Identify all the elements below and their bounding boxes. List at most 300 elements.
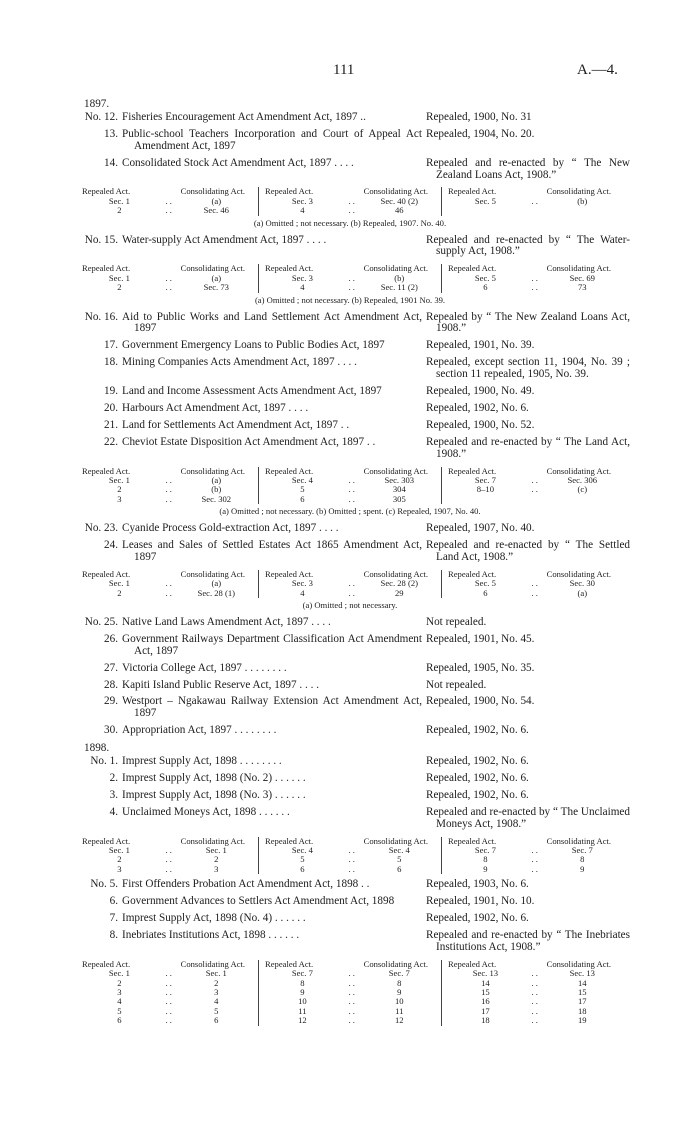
act-number: 8. bbox=[109, 928, 118, 941]
leader-dots: . . bbox=[531, 854, 538, 865]
act-entry bbox=[70, 930, 630, 954]
header-repealed-act: Repealed Act. bbox=[265, 958, 314, 969]
repealed-section: 11 bbox=[298, 1005, 307, 1016]
consolidating-section: Sec. 7 bbox=[388, 968, 410, 979]
repealed-section: Sec. 1 bbox=[108, 578, 130, 589]
act-entry bbox=[70, 680, 630, 692]
consolidating-section: 12 bbox=[394, 1015, 404, 1026]
header-consolidating-act: Consolidating Act. bbox=[180, 465, 246, 476]
header-repealed-act: Repealed Act. bbox=[448, 263, 497, 274]
leader-dots: . . bbox=[348, 195, 355, 206]
act-title: Government Railways Department Classification Act Amendment Act, 1897 bbox=[122, 632, 422, 657]
act-number: 20. bbox=[104, 401, 118, 414]
repealed-section: 14 bbox=[481, 977, 490, 988]
consolidating-section: Sec. 13 bbox=[569, 968, 595, 979]
table-column-group bbox=[258, 187, 441, 215]
page-reference: A.—4. bbox=[577, 62, 618, 78]
act-entry bbox=[70, 158, 630, 182]
act-number: No. 1. bbox=[90, 755, 118, 768]
consolidating-section: 14 bbox=[577, 977, 587, 988]
act-entry bbox=[70, 807, 630, 831]
repealed-section: 12 bbox=[298, 1015, 307, 1026]
repealed-section: 2 bbox=[117, 587, 122, 598]
page-number: 111 bbox=[333, 62, 355, 78]
act-title: Land for Settlements Act Amendment Act, 1897 . . bbox=[122, 418, 350, 431]
act-status: Repealed, 1901, No. 39. bbox=[426, 339, 535, 352]
act-title: Consolidated Stock Act Amendment Act, 1897 . . . . bbox=[122, 156, 354, 169]
header-consolidating-act: Consolidating Act. bbox=[180, 186, 246, 197]
act-status: Repealed and re-enacted by “ The Inebriates Institutions Act, 1908.” bbox=[426, 928, 630, 953]
header-consolidating-act: Consolidating Act. bbox=[180, 835, 246, 846]
repealed-section: 4 bbox=[300, 205, 305, 216]
act-status: Repealed, 1903, No. 6. bbox=[426, 878, 529, 891]
act-status: Repealed, 1900, No. 54. bbox=[426, 695, 535, 708]
act-entry bbox=[70, 913, 630, 925]
act-status: Repealed, 1902, No. 6. bbox=[426, 788, 529, 801]
act-title: Native Land Laws Amendment Act, 1897 . . . . bbox=[122, 615, 331, 628]
act-number: 3. bbox=[109, 788, 118, 801]
act-number: 7. bbox=[109, 912, 118, 925]
header-repealed-act: Repealed Act. bbox=[82, 958, 131, 969]
act-number: 24. bbox=[104, 539, 118, 551]
table-row bbox=[448, 283, 618, 292]
table-row bbox=[82, 1016, 252, 1025]
consolidating-section: 17 bbox=[577, 996, 587, 1007]
table-footnotes: (a) Omitted ; not necessary. bbox=[302, 600, 398, 611]
act-status: Not repealed. bbox=[426, 678, 487, 691]
table-column-group bbox=[76, 837, 258, 875]
repealed-section: Sec. 5 bbox=[474, 578, 496, 589]
act-title: Harbours Act Amendment Act, 1897 . . . . bbox=[122, 401, 309, 414]
act-entry bbox=[70, 340, 630, 352]
header-repealed-act: Repealed Act. bbox=[448, 835, 497, 846]
act-number: 18. bbox=[104, 356, 118, 369]
table-column-group bbox=[441, 837, 624, 875]
act-number: 13. bbox=[104, 127, 118, 140]
consolidating-section: 11 bbox=[395, 1005, 404, 1016]
leader-dots: . . bbox=[165, 474, 172, 485]
leader-dots: . . bbox=[531, 996, 538, 1007]
table-row bbox=[448, 589, 618, 598]
repealed-section: 8 bbox=[483, 854, 488, 865]
consolidation-table bbox=[76, 570, 624, 598]
table-column-group bbox=[441, 570, 624, 598]
consolidating-section: Sec. 11 (2) bbox=[380, 282, 418, 293]
leader-dots: . . bbox=[348, 474, 355, 485]
repealed-section: 17 bbox=[481, 1005, 490, 1016]
table-column-group bbox=[76, 960, 258, 1026]
consolidation-table bbox=[76, 264, 624, 292]
leader-dots: . . bbox=[348, 863, 355, 874]
act-entry bbox=[70, 725, 630, 737]
header-repealed-act: Repealed Act. bbox=[448, 958, 497, 969]
repealed-section: 15 bbox=[481, 987, 490, 997]
table-row bbox=[82, 283, 252, 292]
act-title: Westport – Ngakawau Railway Extension Act Amendment Act, 1897 bbox=[122, 695, 422, 720]
leader-dots: . . bbox=[531, 845, 538, 856]
repealed-section: 5 bbox=[117, 1005, 122, 1016]
leader-dots: . . bbox=[531, 1015, 538, 1026]
consolidating-section: (a) bbox=[211, 272, 222, 283]
leader-dots: . . bbox=[531, 484, 538, 495]
leader-dots: . . bbox=[348, 854, 355, 865]
leader-dots: . . bbox=[531, 987, 538, 997]
repealed-section: 3 bbox=[117, 863, 122, 874]
repealed-section: 3 bbox=[117, 987, 122, 997]
consolidating-section: Sec. 73 bbox=[203, 282, 229, 293]
act-entry bbox=[70, 540, 630, 564]
repealed-section: Sec. 5 bbox=[474, 195, 496, 206]
table-column-group bbox=[441, 264, 624, 292]
leader-dots: . . bbox=[348, 587, 355, 598]
consolidation-table bbox=[76, 187, 624, 215]
leader-dots: . . bbox=[348, 484, 355, 495]
consolidating-section: 2 bbox=[214, 854, 219, 865]
table-row bbox=[82, 206, 252, 215]
act-title: Water-supply Act Amendment Act, 1897 . . . . bbox=[122, 233, 327, 246]
repealed-section: 2 bbox=[117, 282, 122, 293]
consolidating-section: (a) bbox=[211, 578, 222, 589]
table-column-group bbox=[258, 467, 441, 505]
consolidating-section: (a) bbox=[211, 474, 222, 485]
consolidation-table bbox=[76, 467, 624, 505]
leader-dots: . . bbox=[165, 863, 172, 874]
act-status: Repealed, 1902, No. 6. bbox=[426, 755, 529, 768]
repealed-section: Sec. 7 bbox=[474, 845, 496, 856]
leader-dots: . . bbox=[165, 854, 172, 865]
consolidating-section: 304 bbox=[392, 484, 406, 495]
header-repealed-act: Repealed Act. bbox=[265, 186, 314, 197]
leader-dots: . . bbox=[348, 845, 355, 856]
consolidating-section: (b) bbox=[211, 484, 222, 495]
act-title: First Offenders Probation Act Amendment Act, 1898 . . bbox=[122, 878, 370, 891]
act-status: Repealed, 1901, No. 10. bbox=[426, 895, 535, 908]
consolidating-section: Sec. 69 bbox=[569, 272, 595, 283]
table-row bbox=[265, 495, 435, 504]
act-title: Imprest Supply Act, 1898 (No. 4) . . . . . . bbox=[122, 912, 306, 925]
header-consolidating-act: Consolidating Act. bbox=[546, 465, 612, 476]
table-row bbox=[82, 589, 252, 598]
act-entry bbox=[70, 386, 630, 398]
act-number: 19. bbox=[104, 385, 118, 398]
act-title: Mining Companies Acts Amendment Act, 1897 . . . . bbox=[122, 356, 357, 369]
table-column-group bbox=[258, 837, 441, 875]
act-status: Repealed by “ The New Zealand Loans Act, 1908.” bbox=[426, 310, 630, 335]
table-column-group bbox=[258, 264, 441, 292]
header-repealed-act: Repealed Act. bbox=[265, 568, 314, 579]
act-number: 22. bbox=[104, 435, 118, 448]
leader-dots: . . bbox=[165, 845, 172, 856]
consolidating-section: 19 bbox=[577, 1015, 587, 1026]
repealed-section: 2 bbox=[117, 484, 122, 495]
act-title: Inebriates Institutions Act, 1898 . . . . . . bbox=[122, 928, 300, 941]
table-column-group bbox=[76, 187, 258, 215]
act-number: No. 12. bbox=[84, 110, 118, 123]
consolidating-section: (b) bbox=[394, 272, 405, 283]
leader-dots: . . bbox=[165, 996, 172, 1007]
repealed-section: Sec. 1 bbox=[108, 845, 130, 856]
repealed-section: 4 bbox=[300, 587, 305, 598]
table-row bbox=[448, 1016, 618, 1025]
header-consolidating-act: Consolidating Act. bbox=[546, 835, 612, 846]
header-consolidating-act: Consolidating Act. bbox=[546, 958, 612, 969]
table-row bbox=[265, 1016, 435, 1025]
act-number: 2. bbox=[109, 772, 118, 784]
repealed-section: Sec. 5 bbox=[474, 272, 496, 283]
leader-dots: . . bbox=[165, 968, 172, 979]
table-column-group bbox=[441, 467, 624, 505]
header-repealed-act: Repealed Act. bbox=[265, 465, 314, 476]
leader-dots: . . bbox=[348, 493, 355, 504]
consolidating-section: (a) bbox=[211, 195, 222, 206]
act-status: Repealed, 1900, No. 52. bbox=[426, 418, 535, 431]
consolidating-section: Sec. 303 bbox=[384, 474, 415, 485]
act-entry bbox=[70, 357, 630, 381]
leader-dots: . . bbox=[531, 282, 538, 293]
consolidating-section: 6 bbox=[214, 1015, 219, 1026]
repealed-section: Sec. 1 bbox=[108, 968, 130, 979]
consolidation-table bbox=[76, 837, 624, 875]
act-status: Repealed, 1900, No. 49. bbox=[426, 385, 535, 398]
repealed-section: 10 bbox=[298, 996, 307, 1007]
leader-dots: . . bbox=[531, 272, 538, 283]
consolidating-section: 6 bbox=[397, 863, 402, 874]
act-entry bbox=[70, 696, 630, 720]
consolidating-section: Sec. 30 bbox=[569, 578, 595, 589]
act-title: Government Emergency Loans to Public Bodies Act, 1897 bbox=[122, 339, 385, 352]
repealed-section: Sec. 4 bbox=[291, 845, 313, 856]
act-entry bbox=[70, 773, 630, 785]
act-number: 30. bbox=[104, 724, 118, 737]
leader-dots: . . bbox=[348, 1015, 355, 1026]
act-number: No. 5. bbox=[90, 878, 118, 891]
year-heading: 1898. bbox=[84, 742, 110, 755]
table-row bbox=[265, 206, 435, 215]
act-entry bbox=[70, 312, 630, 336]
repealed-section: 2 bbox=[117, 205, 122, 216]
leader-dots: . . bbox=[165, 1005, 172, 1016]
leader-dots: . . bbox=[165, 272, 172, 283]
repealed-section: 5 bbox=[300, 854, 305, 865]
act-number: 28. bbox=[104, 678, 118, 691]
act-status: Repealed and re-enacted by “ The New Zealand Loans Act, 1908.” bbox=[426, 156, 630, 181]
act-entry bbox=[70, 403, 630, 415]
repealed-section: Sec. 4 bbox=[291, 474, 313, 485]
repealed-section: Sec. 13 bbox=[472, 968, 499, 979]
table-column-group bbox=[76, 570, 258, 598]
repealed-section: 2 bbox=[117, 854, 122, 865]
table-row bbox=[265, 865, 435, 874]
act-status: Repealed, 1902, No. 6. bbox=[426, 401, 529, 414]
act-status: Repealed and re-enacted by “ The Unclaimed Moneys Act, 1908.” bbox=[426, 805, 630, 830]
leader-dots: . . bbox=[531, 863, 538, 874]
header-repealed-act: Repealed Act. bbox=[82, 186, 131, 197]
header-consolidating-act: Consolidating Act. bbox=[363, 568, 429, 579]
act-title: Aid to Public Works and Land Settlement Act Amendment Act, 1897 bbox=[122, 310, 422, 335]
leader-dots: . . bbox=[348, 987, 355, 997]
table-column-group bbox=[258, 960, 441, 1026]
act-entry bbox=[70, 634, 630, 658]
repealed-section: Sec. 3 bbox=[291, 272, 313, 283]
act-entry bbox=[70, 896, 630, 908]
act-entry bbox=[70, 112, 630, 124]
table-column-group bbox=[76, 467, 258, 505]
repealed-section: 6 bbox=[117, 1015, 122, 1026]
act-title: Cheviot Estate Disposition Act Amendment Act, 1897 . . bbox=[122, 435, 376, 448]
repealed-section: 9 bbox=[300, 987, 305, 997]
leader-dots: . . bbox=[531, 977, 538, 988]
leader-dots: . . bbox=[165, 195, 172, 206]
consolidating-section: 9 bbox=[580, 863, 585, 874]
table-row bbox=[265, 283, 435, 292]
consolidating-section: 3 bbox=[214, 987, 219, 997]
repealed-section: 6 bbox=[483, 282, 488, 293]
leader-dots: . . bbox=[531, 587, 538, 598]
leader-dots: . . bbox=[531, 968, 538, 979]
act-title: Imprest Supply Act, 1898 (No. 2) . . . . . . bbox=[122, 772, 306, 784]
consolidating-section: 2 bbox=[214, 977, 219, 988]
consolidating-section: Sec. 302 bbox=[201, 493, 232, 504]
consolidating-section: 18 bbox=[577, 1005, 587, 1016]
table-footnotes: (a) Omitted ; not necessary. (b) Omitted ; spent. (c) Repealed, 1907, No. 40. bbox=[219, 506, 481, 517]
consolidating-section: 9 bbox=[397, 987, 402, 997]
act-number: 4. bbox=[109, 805, 118, 818]
repealed-section: 6 bbox=[300, 863, 305, 874]
act-status: Repealed, 1901, No. 45. bbox=[426, 632, 535, 645]
header-consolidating-act: Consolidating Act. bbox=[363, 263, 429, 274]
act-entry bbox=[70, 129, 630, 153]
leader-dots: . . bbox=[531, 474, 538, 485]
repealed-section: 4 bbox=[117, 996, 122, 1007]
header-repealed-act: Repealed Act. bbox=[82, 465, 131, 476]
act-number: 21. bbox=[104, 418, 118, 431]
header-repealed-act: Repealed Act. bbox=[82, 568, 131, 579]
repealed-section: Sec. 7 bbox=[474, 474, 496, 485]
header-repealed-act: Repealed Act. bbox=[265, 835, 314, 846]
table-row bbox=[448, 865, 618, 874]
act-title: Government Advances to Settlers Act Amendment Act, 1898 bbox=[122, 895, 395, 908]
consolidating-section: Sec. 7 bbox=[571, 845, 593, 856]
header-consolidating-act: Consolidating Act. bbox=[546, 568, 612, 579]
act-status: Not repealed. bbox=[426, 615, 487, 628]
header-consolidating-act: Consolidating Act. bbox=[363, 465, 429, 476]
table-column-group bbox=[441, 187, 624, 215]
leader-dots: . . bbox=[165, 977, 172, 988]
consolidating-section: 29 bbox=[394, 587, 404, 598]
consolidating-section: (a) bbox=[577, 587, 588, 598]
act-title: Kapiti Island Public Reserve Act, 1897 . . . . bbox=[122, 678, 319, 691]
act-number: No. 16. bbox=[84, 310, 118, 323]
leader-dots: . . bbox=[165, 205, 172, 216]
header-repealed-act: Repealed Act. bbox=[448, 465, 497, 476]
act-title: Leases and Sales of Settled Estates Act 1865 Amendment Act, 1897 bbox=[122, 539, 422, 563]
consolidating-section: 5 bbox=[397, 854, 402, 865]
repealed-section: 6 bbox=[300, 493, 305, 504]
consolidating-section: 8 bbox=[397, 977, 402, 988]
act-status: Repealed, 1907, No. 40. bbox=[426, 522, 535, 535]
leader-dots: . . bbox=[348, 578, 355, 589]
act-number: 29. bbox=[104, 695, 118, 708]
act-status: Repealed, 1904, No. 20. bbox=[426, 127, 535, 140]
header-consolidating-act: Consolidating Act. bbox=[363, 186, 429, 197]
consolidating-section: 73 bbox=[577, 282, 587, 293]
leader-dots: . . bbox=[531, 195, 538, 206]
repealed-section: 4 bbox=[300, 282, 305, 293]
act-status: Repealed, 1902, No. 6. bbox=[426, 912, 529, 925]
leader-dots: . . bbox=[165, 484, 172, 495]
act-entry bbox=[70, 790, 630, 802]
table-column-group bbox=[76, 264, 258, 292]
repealed-section: Sec. 3 bbox=[291, 578, 313, 589]
act-title: Imprest Supply Act, 1898 . . . . . . . . bbox=[122, 755, 282, 768]
consolidating-section: 15 bbox=[577, 987, 587, 997]
repealed-section: Sec. 1 bbox=[108, 474, 130, 485]
header-consolidating-act: Consolidating Act. bbox=[546, 186, 612, 197]
consolidating-section: (c) bbox=[577, 484, 588, 495]
act-title: Fisheries Encouragement Act Amendment Act, 1897 .. bbox=[122, 110, 366, 123]
repealed-section: 5 bbox=[300, 484, 305, 495]
header-consolidating-act: Consolidating Act. bbox=[180, 568, 246, 579]
leader-dots: . . bbox=[165, 587, 172, 598]
header-repealed-act: Repealed Act. bbox=[82, 263, 131, 274]
table-column-group bbox=[258, 570, 441, 598]
act-entry bbox=[70, 235, 630, 259]
consolidating-section: 5 bbox=[214, 1005, 219, 1016]
header-repealed-act: Repealed Act. bbox=[82, 835, 131, 846]
act-entry bbox=[70, 879, 630, 891]
table-row bbox=[82, 865, 252, 874]
act-status: Repealed, 1905, No. 35. bbox=[426, 661, 535, 674]
act-status: Repealed and re-enacted by “ The Land Act, 1908.” bbox=[426, 435, 630, 460]
act-number: 14. bbox=[104, 156, 118, 169]
act-title: Imprest Supply Act, 1898 (No. 3) . . . . . . bbox=[122, 788, 306, 801]
table-column-group bbox=[441, 960, 624, 1026]
repealed-section: 8–10 bbox=[476, 484, 494, 495]
leader-dots: . . bbox=[348, 272, 355, 283]
header-consolidating-act: Consolidating Act. bbox=[546, 263, 612, 274]
leader-dots: . . bbox=[348, 205, 355, 216]
act-title: Cyanide Process Gold-extraction Act, 1897 . . . . bbox=[122, 522, 339, 535]
year-heading: 1897. bbox=[84, 98, 110, 110]
repealed-section: 16 bbox=[481, 996, 490, 1007]
leader-dots: . . bbox=[165, 493, 172, 504]
repealed-section: Sec. 7 bbox=[291, 968, 313, 979]
table-footnotes: (a) Omitted ; not necessary. (b) Repealed, 1907. No. 40. bbox=[253, 217, 447, 228]
consolidating-section: 8 bbox=[580, 854, 585, 865]
consolidating-section: Sec. 4 bbox=[388, 845, 410, 856]
repealed-section: Sec. 3 bbox=[291, 195, 313, 206]
act-entry bbox=[70, 437, 630, 461]
leader-dots: . . bbox=[165, 987, 172, 997]
act-status: Repealed, 1902, No. 6. bbox=[426, 724, 529, 737]
act-number: No. 25. bbox=[84, 615, 118, 628]
act-status: Repealed and re-enacted by “ The Settled Land Act, 1908.” bbox=[426, 539, 630, 563]
consolidating-section: Sec. 1 bbox=[205, 845, 227, 856]
repealed-section: 9 bbox=[483, 863, 488, 874]
table-row bbox=[448, 197, 618, 206]
consolidation-table bbox=[76, 960, 624, 1026]
leader-dots: . . bbox=[531, 1005, 538, 1016]
repealed-section: Sec. 1 bbox=[108, 195, 130, 206]
act-entry bbox=[70, 420, 630, 432]
leader-dots: . . bbox=[348, 968, 355, 979]
consolidating-section: Sec. 28 (2) bbox=[380, 578, 419, 589]
consolidating-section: Sec. 306 bbox=[567, 474, 598, 485]
consolidating-section: Sec. 28 (1) bbox=[197, 587, 236, 598]
header-consolidating-act: Consolidating Act. bbox=[180, 958, 246, 969]
table-row bbox=[448, 485, 618, 494]
act-title: Appropriation Act, 1897 . . . . . . . . bbox=[122, 724, 277, 737]
